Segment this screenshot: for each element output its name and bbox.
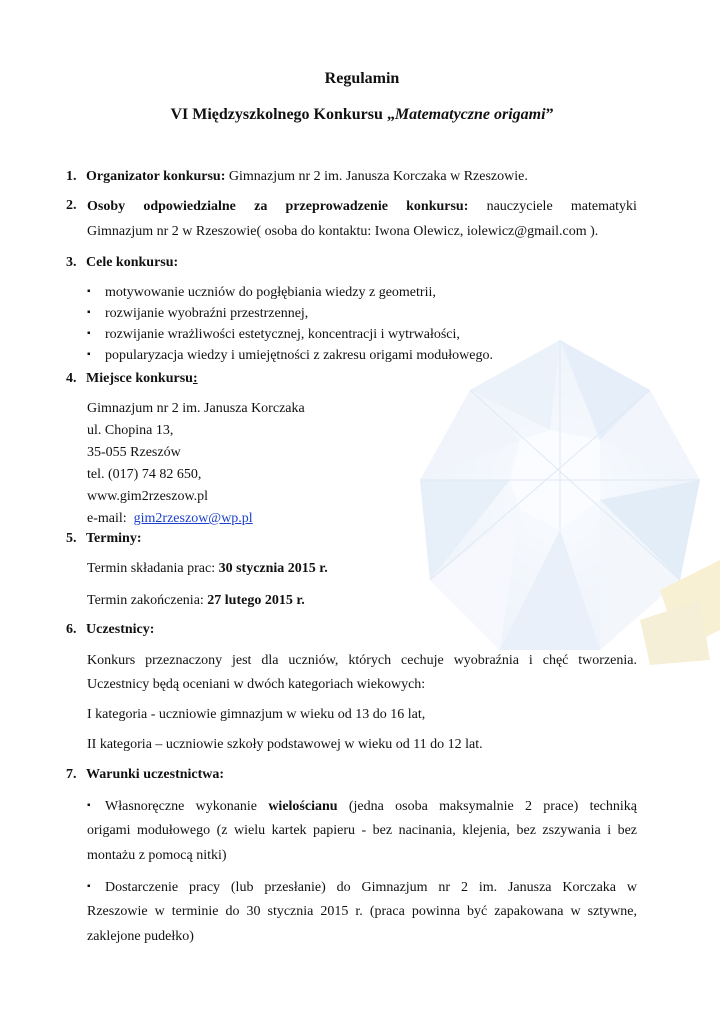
participants-text-line: Uczestnicy będą oceniani w dwóch kategoriach wiekowych: [87,677,426,692]
email-label: e-mail: [87,511,134,526]
end-date: 27 lutego 2015 r. [207,593,305,608]
section-2-line-1 [87,196,637,218]
bullet-icon: ▪ [87,286,91,297]
bullet-icon: ▪ [87,881,91,892]
heading-colon: : [192,371,198,386]
section-6 [66,622,154,638]
participants-text-line: Konkurs przeznaczony jest dla uczniów, których cechuje wyobraźnia i chęć tworzenia. [87,653,637,668]
heading-word: przeprowadzenie [285,199,388,214]
address-line: ul. Chopina 13, [87,423,174,438]
bullet-icon: ▪ [87,328,91,339]
end-date-line: Termin zakończenia: 27 lutego 2015 r. [87,593,305,608]
subtitle-prefix: VI Międzyszkolnego Konkursu „ [170,106,395,123]
text-word: matematyki [570,199,637,214]
subtitle-suffix: ” [545,106,554,123]
heading-word: Osoby [87,199,126,214]
address-line: 35-055 Rzeszów [87,445,181,460]
section-4 [66,371,198,387]
category-2: II kategoria – uczniowie szkoły podstawowej w wieku od 11 do 12 lat. [87,737,483,752]
bullet-icon: ▪ [87,800,91,811]
section-2-line-2: Gimnazjum nr 2 w Rzeszowie( osoba do kontaktu: Iwona Olewicz, iolewicz@gmail.com ). [87,224,599,239]
section-heading: Organizator konkursu: [86,169,226,184]
condition-1-line-3: montażu z pomocą nitki) [87,848,227,863]
section-number: 3. [66,255,77,270]
section-heading: Uczestnicy: [86,622,155,637]
text-word: nauczyciele [486,199,553,214]
section-number: 5. [66,531,77,546]
section-3 [66,255,178,271]
heading-word: konkursu: [406,199,469,214]
bullet-icon: ▪ [87,349,91,360]
submission-date: 30 stycznia 2015 r. [218,561,328,576]
email-link[interactable]: gim2rzeszow@wp.pl [133,511,253,526]
goal-item: ▪ rozwijanie wrażliwości estetycznej, koncentracji i wytrwałości, [87,327,460,342]
organizer-text: Gimnazjum nr 2 im. Janusza Korczaka w Rzeszowie. [225,169,528,184]
goal-item: ▪ popularyzacja wiedzy i umiejętności z zakresu origami modułowego. [87,348,493,363]
heading-word: odpowiedzialne [143,199,236,214]
condition-1-line-1: ▪ Własnoręczne wykonanie wielościanu (jedna osoba maksymalnie 2 prace) techniką [87,795,637,818]
section-heading: Cele konkursu: [86,255,179,270]
polyhedron-term: wielościanu [268,799,338,814]
submission-deadline: Termin składania prac: 30 stycznia 2015 r. [87,561,328,576]
page-subtitle [0,106,724,124]
section-number: 4. [66,371,77,386]
subtitle-contest-name: Matematyczne origami [394,106,546,123]
condition-1-line-2: origami modułowego (z wielu kartek papieru - bez nacinania, klejenia, bez zszywania i bez [87,823,637,838]
goal-item: ▪ motywowanie uczniów do pogłębiania wiedzy z geometrii, [87,285,436,300]
section-1 [66,169,528,185]
address-line: Gimnazjum nr 2 im. Janusza Korczaka [87,401,305,416]
goal-item: ▪ rozwijanie wyobraźni przestrzennej, [87,306,309,321]
section-heading: Miejsce konkursu [86,371,193,386]
section-number: 1. [66,169,77,184]
category-1: I kategoria - uczniowie gimnazjum w wieku od 13 do 16 lat, [87,707,426,722]
condition-2-line-3: zaklejone pudełko) [87,929,194,944]
section-heading: Terminy: [86,531,142,546]
condition-2-line-1: ▪ Dostarczenie pracy (lub przesłanie) do Gimnazjum nr 2 im. Janusza Korczaka w [87,876,637,899]
section-2-number: 2. [66,198,77,213]
address-line: tel. (017) 74 82 650, [87,467,202,482]
condition-2-line-2: Rzeszowie w terminie do 30 stycznia 2015 r. (praca powinna być zapakowana w sztywne, [87,904,637,919]
section-number: 7. [66,767,77,782]
section-number: 6. [66,622,77,637]
section-heading: Warunki uczestnictwa: [86,767,225,782]
section-5 [66,531,141,547]
section-7 [66,767,224,783]
address-line: www.gim2rzeszow.pl [87,489,209,504]
page-title: Regulamin [324,70,400,87]
heading-word: za [254,199,268,214]
bullet-icon: ▪ [87,307,91,318]
email-line [87,508,637,530]
